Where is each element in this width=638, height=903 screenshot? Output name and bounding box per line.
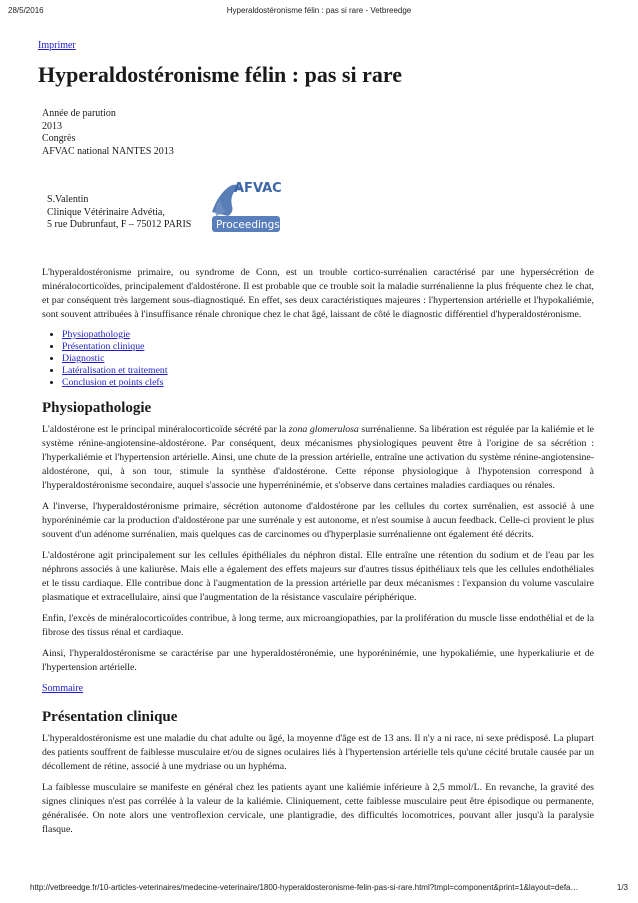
toc-link-conclusion[interactable]: Conclusion et points clefs <box>62 377 164 388</box>
author-clinic: Clinique Vétérinaire Advétia, <box>47 206 165 218</box>
clinique-paragraph-2: La faiblesse musculaire se manifeste en général chez les patients ayant une kaliémie inférieure à 2,5 mmol/L. En revanche, la gravité des signes cliniques n'est pas corrélée à la valeur de la kaliémie. Cliniquement, cette faiblesse musculaire peut être épisodique ou permanente, généralisée. On note alors une ventroflexion cervicale, une plantigradie, des difficultés locomotrices, pouvant aller jusqu'à la paralysie flasque. <box>42 782 594 835</box>
browser-print-footer <box>0 883 638 897</box>
meta-year-value: 2013 <box>42 120 62 132</box>
print-url: http://vetbreedge.fr/10-articles-veterinaires/medecine-veterinaire/1800-hyperaldosteronisme-felin-pas-si-rare.html?tmpl=component&print=1&layout=defa… <box>30 883 579 892</box>
meta-congress-label: Congrès <box>42 133 76 144</box>
toc-link-diagnostic[interactable]: Diagnostic <box>62 353 105 364</box>
article-body <box>42 266 594 844</box>
meta-congress-value: AFVAC national NANTES 2013 <box>42 145 174 157</box>
physio-paragraph-5: Ainsi, l'hyperaldostéronisme se caractérise par une hyperaldostéronémie, une hyporéninémie, une hypokaliémie, une hyperkaliurie et de l'hypertension artérielle. <box>42 648 594 673</box>
afvac-proceedings-logo <box>208 172 282 234</box>
print-link[interactable]: Imprimer <box>38 40 76 51</box>
clinique-paragraph-1: L'hyperaldostéronisme est une maladie du chat adulte ou âgé, la moyenne d'âge est de 13 ans. Il n'y a ni race, ni sexe prédisposé. La plupart des patients souffrent de faiblesse musculaire et/ou de signes oculaires liés à l'hypertension artérielle tels qu'une cécité brutale causée par un décollement de rétine, associé à une mydriase ou un hyphéma. <box>42 733 594 772</box>
section-heading-physiopathologie: Physiopathologie <box>42 400 152 416</box>
author-block <box>47 194 191 232</box>
physio-paragraph-3: L'aldostérone agit principalement sur les cellules épithéliales du néphron distal. Elle entraîne une rétention du sodium et de l'eau par les néphrons associés à une kaliurèse. Mais elle a également des effets majeurs sur d'autres tissus épithéliaux tels que les cellules endothéliales et le tissu cardiaque. Elle contribue donc à l'augmentation de la pression artérielle par deux mécanismes : l'expansion du volume vasculaire plasmatique et extracellulaire, ainsi que l'augmentation de la résistance vasculaire périphérique. <box>42 550 594 603</box>
logo-subtitle: Proceedings <box>216 219 280 231</box>
physio-paragraph-2: A l'inverse, l'hyperaldostéronisme primaire, sécrétion autonome d'aldostérone par les cellules du cortex surrénalien, est associé à une hyporéninémie car la production d'aldostérone par une surrénale y est autonome, et n'est soumise à aucun feedback. Celle-ci provient le plus souvent d'un adénome surrénalien, mais quelques cas de carcinomes ou d'hyperplasie surrénalienne ont également été décrits. <box>42 501 594 540</box>
print-page-number: 1/3 <box>616 883 628 892</box>
intro-paragraph: L'hyperaldostéronisme primaire, ou syndrome de Conn, est un trouble cortico-surrénalien caractérisé par une hypersécrétion de minéralocorticoïdes, principalement d'aldostérone. Il est probable que ce trouble soit la maladie surrénalienne la plus fréquente chez le chat, et par conséquent très largement sous-diagnostiqué. En effet, ses deux caractéristiques majeures : l'hypertension artérielle et l'hypokaliémie, sont souvent attribuées à l'insuffisance rénale chronique chez le chat âgé, laissant de côté le diagnostic différentiel d'hyperaldostéronisme. <box>42 267 594 320</box>
toc-item <box>62 365 594 377</box>
print-page-title: Hyperaldostéronisme félin : pas si rare - Vetbreedge <box>226 6 412 15</box>
meta-year-label: Année de parution <box>42 108 116 119</box>
logo-wordmark: AFVAC <box>234 181 282 196</box>
sommaire-link[interactable]: Sommaire <box>42 683 84 694</box>
toc-item <box>62 341 594 353</box>
physio-paragraph-1: L'aldostérone est le principal minéralocorticoïde sécrété par la zona glomerulosa surrénalienne. Sa libération est régulée par la kaliémie et le système rénine-angiotensine-aldostérone. Par conséquent, deux mécanismes physiologiques peuvent être à l'origine de sa sécrétion : l'hyperkaliémie et l'hypertension artérielle. Ainsi, une chute de la pression artérielle, entraîne une activation du système rénine-angiotensine-aldostérone, qui, à son tour, stimule la synthèse d'aldostérone. Cette réponse physiologique à l'hypotension correspond à l'hyperaldostéronisme secondaire, auquel s'associe une hyperréninémie, et s'observe dans certaines maladies cardiaques ou rénales. <box>42 424 594 491</box>
toc-link-physiopathologie[interactable]: Physiopathologie <box>62 329 131 340</box>
section-heading-presentation-clinique: Présentation clinique <box>42 709 178 725</box>
zona-glomerulosa-term: zona glomerulosa <box>288 424 359 435</box>
author-address: 5 rue Dubrunfaut, F – 75012 PARIS <box>47 219 192 230</box>
print-date: 28/5/2016 <box>8 6 44 15</box>
toc-link-presentation-clinique[interactable]: Présentation clinique <box>62 341 145 352</box>
toc-item <box>62 329 594 341</box>
author-name: S.Valentin <box>47 194 89 205</box>
table-of-contents <box>42 329 594 389</box>
physio-paragraph-4: Enfin, l'excès de minéralocorticoïdes contribue, à long terme, aux microangiopathies, par la prolifération du muscle lisse endothélial et de la fibrose des tissus rénal et cardiaque. <box>42 613 594 638</box>
toc-item <box>62 353 594 365</box>
toc-item <box>62 377 594 389</box>
toc-link-lateralisation[interactable]: Latéralisation et traitement <box>62 365 168 376</box>
article-meta <box>42 108 174 158</box>
browser-print-header <box>0 6 638 20</box>
article-title: Hyperaldostéronisme félin : pas si rare <box>38 62 402 87</box>
